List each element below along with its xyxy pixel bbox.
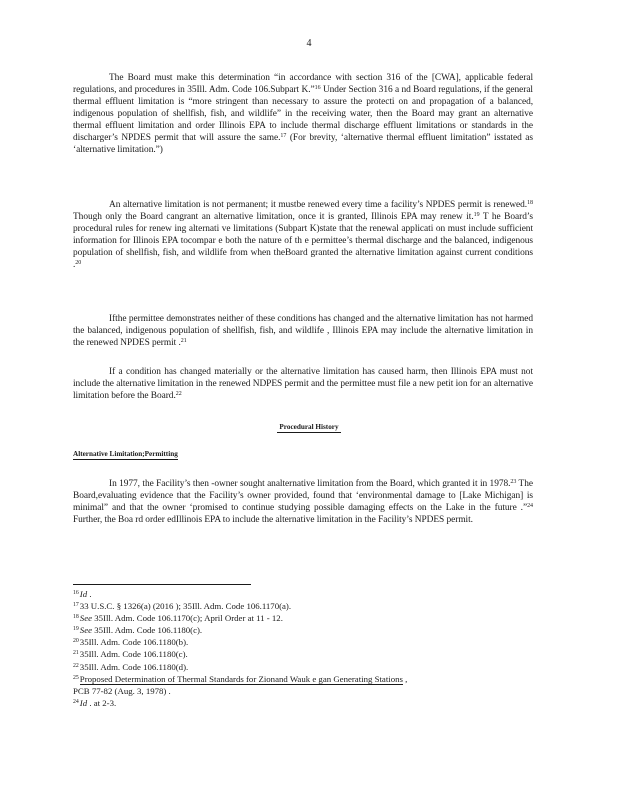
text-run: Under Section 316 a nd Board regulations, if the general thermal effluent limitation is “more stringent than necessary to assure the protecti on and propagation of a balanced, indigenous population of shellfish, fish, and wildlife” in the receiving water, then the Board may grant an alternative thermal effluent limitation and order Illinois EPA to include thermal discharge effluent limitations or standards in the discharger’s NPDES permit that will assure the same. xyxy=(73,85,533,144)
footnote-number: 18 xyxy=(73,614,79,621)
text-run: PCB 77-82 (Aug. 3, 1978) . xyxy=(73,685,171,696)
text-run: . xyxy=(87,589,92,599)
heading-alternative-limitation-permitting xyxy=(73,450,178,458)
footnote-item xyxy=(73,685,543,697)
text-run: Further, the Boa rd order edIllinois EPA to include the alternative limitation in the Facility’s NPDES permit. xyxy=(73,515,473,526)
text-run: 35Ill. Adm. Code 106.1180(c). xyxy=(79,649,188,660)
footnote-separator xyxy=(73,584,251,585)
footnote-item xyxy=(73,673,543,685)
footnote-number: 16 xyxy=(73,590,79,596)
text-run: In 1977, the Facility’s then -owner sought analternative limitation from the Board, which granted it in 1978. xyxy=(109,479,511,489)
paragraph-alternative-limitation xyxy=(73,199,533,271)
heading-permitting-text: Alternative Limitation;Permitting xyxy=(73,450,178,458)
paragraph-1977-history xyxy=(73,478,533,526)
text-run: Proposed Determination of Thermal Standards for Zionand Wauk e gan Generating Stations xyxy=(79,673,403,684)
heading-procedural-history-text: Procedural History xyxy=(279,423,339,431)
paragraph-text xyxy=(73,478,533,526)
footnote-item xyxy=(73,612,543,624)
paragraph-board-determination xyxy=(73,72,533,156)
text-run: An alternative limitation is not permanent; it mustbe renewed every time a facility’s NPDES permit is renewed. xyxy=(109,200,528,210)
footnote-number: 17 xyxy=(73,602,79,609)
footnote-reference: 21 xyxy=(180,338,187,345)
text-run: The Board,evaluating evidence that the Facility’s owner provided, found that ‘environmental damage to [Lake Michigan] is minimal” and that the owner ‘promised to continue studying possible damaging effects on the Lake in the future .” xyxy=(73,479,533,514)
footnote-item xyxy=(73,600,543,612)
paragraph-text xyxy=(73,199,533,271)
paragraph-permittee-demonstrates xyxy=(73,313,533,349)
footnote-reference: 24 xyxy=(527,503,533,510)
text-run: If a condition has changed materially or the alternative limitation has caused harm, then Illinois EPA must not include the alternative limitation in the renewed NDPES permit and the permittee must file a new petit ion for an alternative limitation before the Board. xyxy=(73,367,533,402)
footnotes xyxy=(73,588,543,709)
footnote-number: 21 xyxy=(73,650,79,657)
text-run: 33 U.S.C. § 1326(a) (2016 ); 35Ill. Adm. Code 106.1170(a). xyxy=(79,601,292,612)
text-run: The Board must make this determination “in accordance with section 316 of the [CWA], applicable federal regulations, and procedures in 35Ill. Adm. Code 106.Subpart K.” xyxy=(73,73,533,96)
footnote-item xyxy=(73,661,543,673)
text-run: Though only the Board cangrant an alternative limitation, once it is granted, Illinois EPA may renew it. xyxy=(73,212,474,223)
footnote-reference: 19 xyxy=(473,212,480,219)
page-number: 4 xyxy=(306,38,312,49)
footnote-item xyxy=(73,648,543,660)
text-run: Id xyxy=(79,697,88,708)
footnote-reference: 23 xyxy=(510,479,517,485)
text-run: 35Ill. Adm. Code 106.1170(c); April Order at 11 - 12. xyxy=(92,613,283,624)
text-run: See xyxy=(79,625,93,636)
text-run: See xyxy=(79,613,93,624)
paragraph-condition-changed xyxy=(73,366,533,402)
footnote-reference: 22 xyxy=(175,391,182,398)
text-run: 35Ill. Adm. Code 106.1180(b). xyxy=(79,637,189,648)
footnote-number: 20 xyxy=(73,638,79,645)
footnote-number: 22 xyxy=(73,662,79,669)
text-run: T he Board’s procedural rules for renew ing alternati ve limitations (Subpart K)state that the renewal applicati on must include sufficient information for Illinois EPA tocompar e both the nature of th e permittee’s thermal discharge and the balanced, indigenous population of shellfish, fish, and wildlife from when theBoard granted the alternative limitation against current conditions . xyxy=(73,212,533,271)
footnote-reference: 17 xyxy=(280,133,287,140)
footnote-item xyxy=(73,588,543,600)
footnote-reference: 20 xyxy=(75,260,82,267)
text-run: Id xyxy=(79,589,88,599)
text-run: (For brevity, ‘alternative thermal effluent limitation” isstated as ‘alternative limitation.”) xyxy=(73,133,533,156)
footnote-item xyxy=(73,636,543,648)
footnote-item xyxy=(73,697,543,709)
heading-procedural-history xyxy=(0,423,618,431)
footnote-reference: 18 xyxy=(527,200,533,206)
text-run: 35Ill. Adm. Code 106.1180(d). xyxy=(79,661,189,672)
footnote-item xyxy=(73,624,543,636)
text-run: , xyxy=(402,673,408,684)
paragraph-text xyxy=(73,72,533,156)
paragraph-text xyxy=(73,313,533,349)
text-run: . at 2-3. xyxy=(87,697,117,708)
text-run: Ifthe permittee demonstrates neither of these conditions has changed and the alternative limitation has not harmed the balanced, indigenous population of shellfish, fish, and wildlife , Illinois EPA may include the alternative limitation in the renewed NPDES permit . xyxy=(73,314,533,349)
text-run: 35Ill. Adm. Code 106.1180(c). xyxy=(92,625,203,636)
footnote-number: 19 xyxy=(73,626,79,633)
paragraph-text xyxy=(73,366,533,402)
footnote-number: 25 xyxy=(73,674,79,681)
footnote-number: 24 xyxy=(73,698,79,705)
footnote-reference: 16 xyxy=(314,85,321,92)
